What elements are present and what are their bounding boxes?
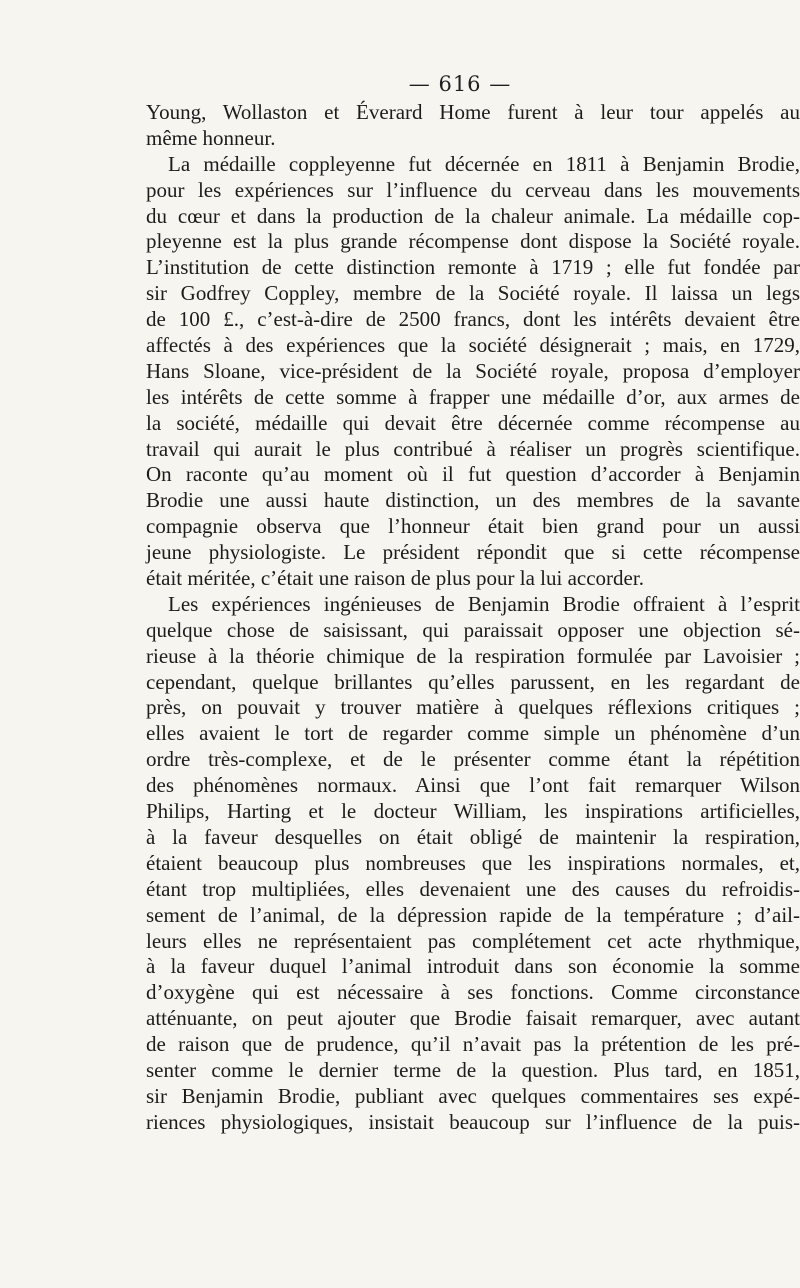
- text-line: les intérêts de cette somme à frapper une médaille d’or, aux armes de: [146, 384, 800, 409]
- text-line: compagnie observa que l’honneur était bien grand pour un aussi: [146, 514, 800, 539]
- text-line: des phénomènes normaux. Ainsi que l’ont fait remarquer Wilson: [146, 773, 800, 798]
- text-line: ordre très-complexe, et de le présenter comme étant la répétition: [146, 747, 800, 772]
- text-line: elles avaient le tort de regarder comme simple un phénomène d’un: [146, 721, 800, 746]
- text-line: étant trop multipliées, elles devenaient une des causes du refroidis-: [146, 876, 800, 901]
- text-line: sir Godfrey Coppley, membre de la Société royale. Il laissa un legs: [146, 281, 800, 306]
- text-line: Young, Wollaston et Éverard Home furent à leur tour appelés au: [146, 100, 800, 124]
- text-line: d’oxygène qui est nécessaire à ses fonctions. Comme circonstance: [146, 980, 800, 1005]
- text-line: même honneur.: [146, 125, 276, 150]
- text-line: du cœur et dans la production de la chaleur animale. La médaille cop-: [146, 203, 800, 228]
- text-line: La médaille coppleyenne fut décernée en 1811 à Benjamin Brodie,: [168, 151, 800, 176]
- text-line: L’institution de cette distinction remonte à 1719 ; elle fut fondée par: [146, 255, 800, 280]
- text-line: à la faveur desquelles on était obligé de maintenir la respiration,: [146, 824, 800, 849]
- text-line: était méritée, c’était une raison de plus pour la lui accorder.: [146, 566, 644, 591]
- text-line: de 100 £., c’est-à-dire de 2500 francs, dont les intérêts devaient être: [146, 307, 800, 332]
- body-text: [146, 100, 800, 1136]
- text-line: jeune physiologiste. Le président répondit que si cette récompense: [146, 540, 800, 565]
- text-line: pour les expériences sur l’influence du cerveau dans les mouvements: [146, 177, 800, 202]
- text-line: leurs elles ne représentaient pas complétement cet acte rhythmique,: [146, 928, 800, 953]
- text-line: la société, médaille qui devait être décernée comme récompense au: [146, 410, 800, 435]
- page-number: — 616 —: [408, 72, 512, 96]
- text-line: à la faveur duquel l’animal introduit dans son économie la somme: [146, 954, 800, 979]
- text-line: quelque chose de saisissant, qui paraissait opposer une objection sé-: [146, 617, 800, 642]
- text-line: Philips, Harting et le docteur William, les inspirations artificielles,: [146, 799, 800, 824]
- text-line: rieuse à la théorie chimique de la respiration formulée par Lavoisier ;: [146, 643, 800, 668]
- text-line: atténuante, on peut ajouter que Brodie faisait remarquer, avec autant: [146, 1006, 800, 1031]
- text-line: affectés à des expériences que la société désignerait ; mais, en 1729,: [146, 333, 800, 358]
- text-line: Brodie une aussi haute distinction, un des membres de la savante: [146, 488, 800, 513]
- text-line: senter comme le dernier terme de la question. Plus tard, en 1851,: [146, 1057, 800, 1082]
- text-line: près, on pouvait y trouver matière à quelques réflexions critiques ;: [146, 695, 800, 720]
- text-line: cependant, quelque brillantes qu’elles parussent, en les regardant de: [146, 669, 800, 694]
- text-line: sir Benjamin Brodie, publiant avec quelques commentaires ses expé-: [146, 1083, 800, 1108]
- text-line: Les expériences ingénieuses de Benjamin Brodie offraient à l’esprit: [168, 591, 800, 616]
- text-line: riences physiologiques, insistait beaucoup sur l’influence de la puis-: [146, 1109, 800, 1134]
- text-line: étaient beaucoup plus nombreuses que les inspirations normales, et,: [146, 850, 800, 875]
- text-line: Hans Sloane, vice-président de la Société royale, proposa d’employer: [146, 358, 800, 383]
- text-line: sement de l’animal, de la dépression rapide de la température ; d’ail-: [146, 902, 800, 927]
- text-line: de raison que de prudence, qu’il n’avait pas la prétention de les pré-: [146, 1032, 800, 1057]
- text-line: pleyenne est la plus grande récompense dont dispose la Société royale.: [146, 229, 800, 254]
- text-line: On raconte qu’au moment où il fut question d’accorder à Benjamin: [146, 462, 800, 487]
- text-line: travail qui aurait le plus contribué à réaliser un progrès scientifique.: [146, 436, 800, 461]
